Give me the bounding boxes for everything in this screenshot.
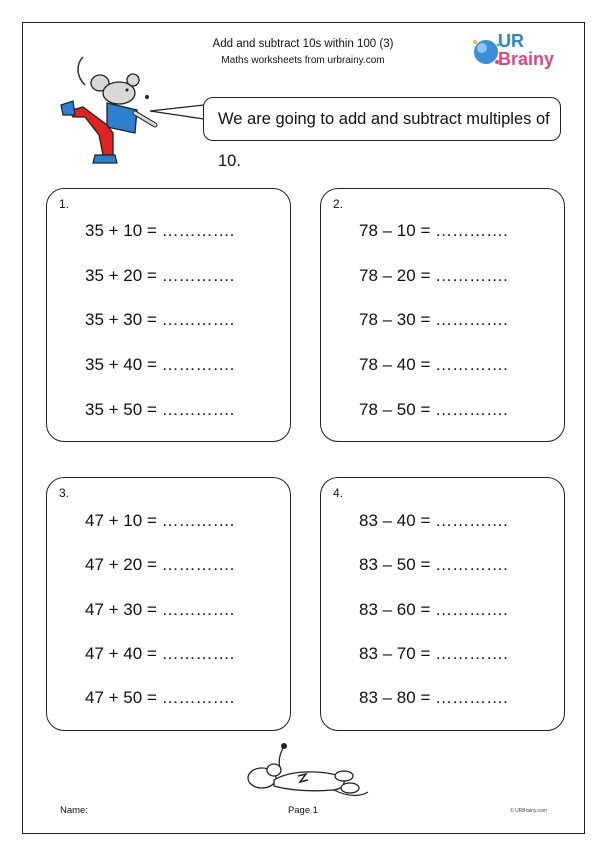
question-box-4 <box>320 477 565 731</box>
question-line[interactable]: 35 + 40 = …………. <box>85 355 235 374</box>
question-number: 3. <box>59 486 70 500</box>
logo-wordmark <box>498 32 554 68</box>
question-box-3 <box>46 477 291 731</box>
question-line[interactable]: 78 – 40 = …………. <box>359 355 508 374</box>
question-line[interactable]: 78 – 30 = …………. <box>359 310 508 329</box>
question-line[interactable]: 83 – 80 = …………. <box>359 688 508 707</box>
question-line[interactable]: 35 + 10 = …………. <box>85 221 235 240</box>
name-label: Name: <box>60 805 88 816</box>
question-line[interactable]: 35 + 20 = …………. <box>85 266 235 285</box>
question-box-2 <box>320 188 565 442</box>
copyright-notice: © URBrainy.com <box>510 808 547 814</box>
question-line[interactable]: 47 + 20 = …………. <box>85 555 235 574</box>
question-line[interactable]: 83 – 70 = …………. <box>359 644 508 663</box>
question-line[interactable]: 47 + 30 = …………. <box>85 600 235 619</box>
speech-bubble-tail <box>150 103 210 123</box>
speech-bubble: We are going to add and subtract multiples of 10. <box>203 97 561 141</box>
question-line[interactable]: 35 + 30 = …………. <box>85 310 235 329</box>
question-number: 1. <box>59 197 70 211</box>
question-line[interactable]: 83 – 40 = …………. <box>359 511 508 530</box>
question-line[interactable]: 83 – 60 = …………. <box>359 600 508 619</box>
mouse-pointing-illustration <box>55 55 165 170</box>
question-line[interactable]: 47 + 40 = …………. <box>85 644 235 663</box>
question-line[interactable]: 78 – 50 = …………. <box>359 400 508 419</box>
question-number: 4. <box>333 486 344 500</box>
mouse-sleeping-illustration <box>240 740 370 802</box>
question-line[interactable]: 78 – 10 = …………. <box>359 221 508 240</box>
question-number: 2. <box>333 197 344 211</box>
logo-text-ur: UR <box>498 31 524 51</box>
question-line[interactable]: 47 + 10 = …………. <box>85 511 235 530</box>
worksheet-title: Add and subtract 10s within 100 (3) <box>212 38 394 50</box>
logo-text-brainy: Brainy <box>498 49 555 69</box>
question-line[interactable]: 47 + 50 = …………. <box>85 688 235 707</box>
question-line[interactable]: 83 – 50 = …………. <box>359 555 508 574</box>
question-line[interactable]: 78 – 20 = …………. <box>359 266 508 285</box>
page-number: Page 1 <box>287 805 319 816</box>
urbrainy-logo <box>470 28 570 78</box>
worksheet-subtitle: Maths worksheets from urbrainy.com <box>221 55 385 66</box>
question-box-1 <box>46 188 291 442</box>
question-line[interactable]: 35 + 50 = …………. <box>85 400 235 419</box>
